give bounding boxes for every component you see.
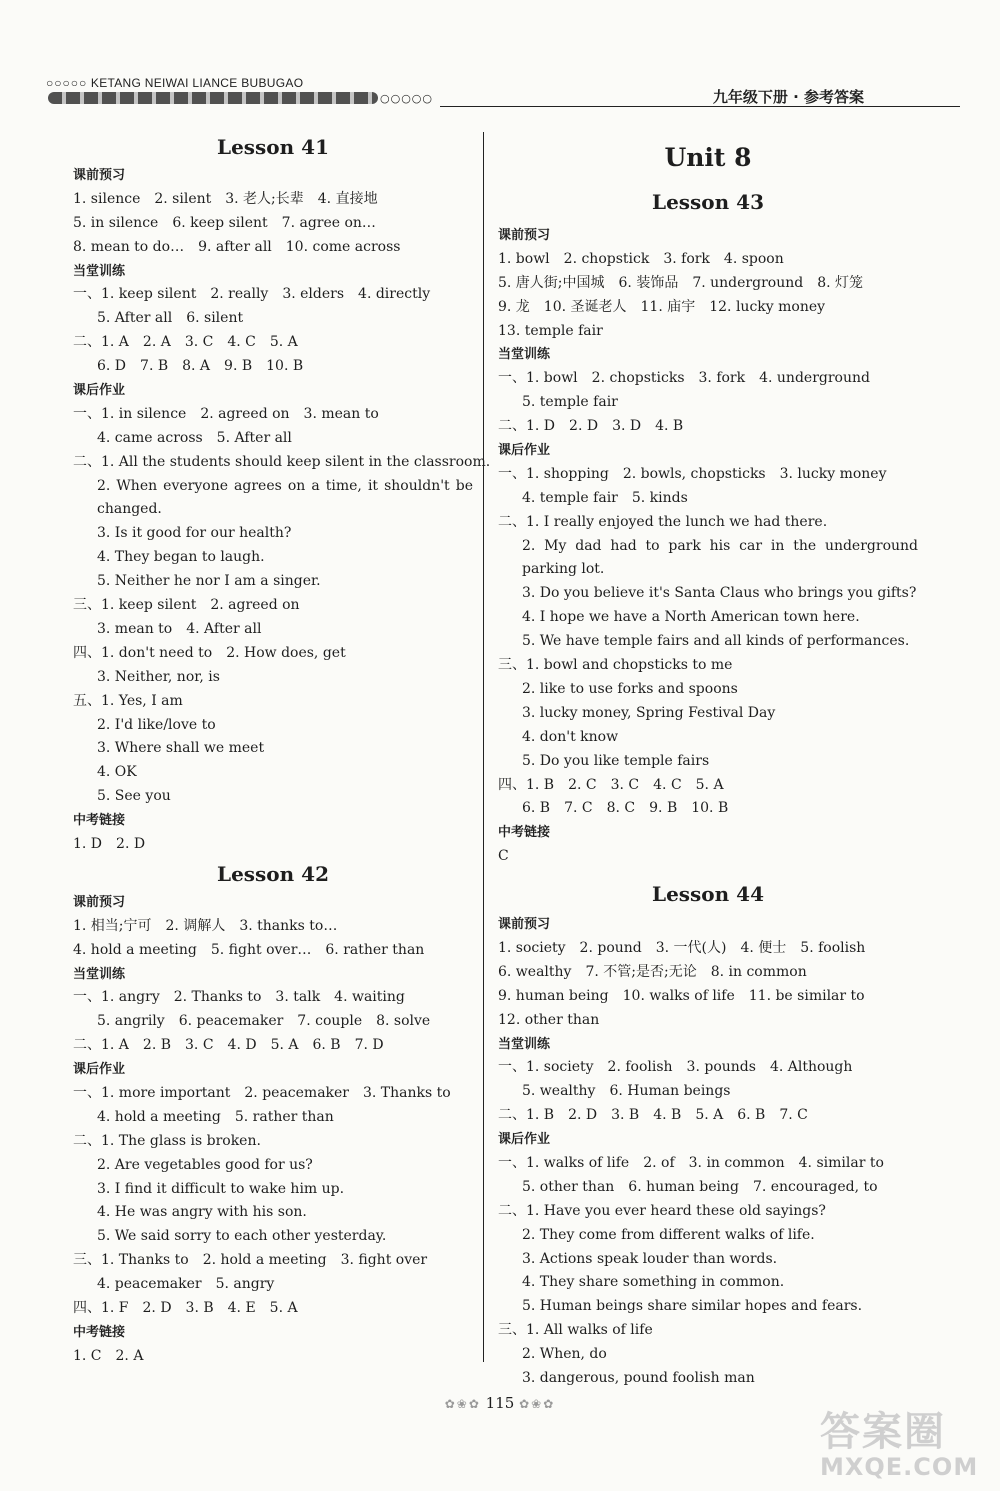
answer-line: 4. temple fair 5. kinds (522, 489, 688, 506)
lesson-43-title: Lesson 43 (652, 190, 764, 214)
answer-line: 2. When everyone agrees on a time, it shouldn't be changed. (97, 477, 473, 518)
answer-line: 二、1. Have you ever heard these old sayings? (498, 1202, 826, 1219)
brand-dots: ○○○○○ (46, 76, 88, 90)
watermark (820, 1411, 980, 1481)
answer-line: 5. We said sorry to each other yesterday. (97, 1228, 387, 1245)
answer-line: 四、1. don't need to 2. How does, get (73, 644, 346, 661)
section-heading: 课前预习 (73, 168, 126, 183)
section-heading: 中考链接 (73, 1324, 126, 1340)
answer-line: 5. other than 6. human being 7. encouraged, to (522, 1178, 878, 1195)
answer-line: 四、1. F 2. D 3. B 4. E 5. A (73, 1300, 298, 1316)
answer-line: 3. Neither, nor, is (97, 668, 220, 685)
brand-text: KETANG NEIWAI LIANCE BUBUGAO (90, 76, 304, 90)
answer-line: 3. Where shall we meet (97, 740, 265, 757)
answer-line: 2. When, do (522, 1346, 607, 1363)
answer-line: 1. society 2. pound 3. 一代(人) 4. 便士 5. foolish (498, 939, 866, 956)
answer-line: 4. hold a meeting 5. rather than (97, 1108, 334, 1125)
answer-line: 二、1. A 2. A 3. C 4. C 5. A (73, 334, 298, 351)
answer-line: 一、1. more important 2. peacemaker 3. Thanks to (73, 1084, 451, 1101)
answer-line: 4. They share something in common. (522, 1274, 785, 1291)
watermark-url: MXQE.COM (820, 1453, 979, 1481)
answer-line: 3. I find it difficult to wake him up. (97, 1180, 345, 1197)
section-heading: 课前预习 (498, 917, 551, 933)
answer-line: 2. I'd like/love to (97, 716, 216, 733)
answer-line: 1. 相当;宁可 2. 调解人 3. thanks to… (73, 917, 338, 934)
answer-line: 9. human being 10. walks of life 11. be similar to (498, 987, 865, 1004)
answer-line: 3. Actions speak louder than words. (522, 1250, 778, 1267)
section-heading: 中考链接 (73, 813, 126, 829)
answer-line: 3. dangerous, pound foolish man (522, 1370, 755, 1386)
answer-line: 一、1. shopping 2. bowls, chopsticks 3. lucky money (498, 465, 887, 482)
answer-line: 4. They began to laugh. (97, 549, 265, 566)
answer-line: 二、1. B 2. D 3. B 4. B 5. A 6. B 7. C (498, 1107, 808, 1124)
answer-line: 五、1. Yes, I am (73, 692, 183, 709)
ornament-dots: ○○○○○ (380, 92, 433, 105)
watermark-logo: 答案圈 (820, 1409, 946, 1455)
answer-line: 2. My dad had to park his car in the underground parking lot. (522, 537, 918, 578)
lesson-44-title: Lesson 44 (652, 882, 764, 907)
answer-line: 13. temple fair (498, 322, 603, 339)
book-section-title: 九年级下册 · 参考答案 (712, 88, 864, 106)
answer-line: C (498, 848, 509, 865)
answer-line: 12. other than (498, 1011, 600, 1028)
answer-line: 二、1. All the students should keep silent in the classroom. (73, 453, 491, 470)
answer-line: 四、1. B 2. C 3. C 4. C 5. A (498, 776, 724, 793)
answer-line: 4. peacemaker 5. angry (97, 1276, 275, 1293)
answer-line: 6. D 7. B 8. A 9. B 10. B (97, 358, 304, 375)
page-header (40, 68, 960, 112)
section-heading: 课前预习 (498, 228, 551, 243)
left-column (73, 130, 491, 1369)
answer-line: 3. mean to 4. After all (97, 620, 262, 637)
answer-line: 三、1. All walks of life (498, 1322, 653, 1339)
section-heading: 当堂训练 (73, 966, 126, 982)
answer-line: 5. temple fair (522, 394, 618, 411)
answer-line: 4. don't know (522, 728, 619, 745)
section-heading: 当堂训练 (73, 263, 126, 279)
lesson-41-title: Lesson 41 (217, 135, 329, 159)
answer-line: 6. wealthy 7. 不管;是否;无论 8. in common (498, 963, 807, 980)
answer-line: 5. We have temple fairs and all kinds of performances. (522, 633, 910, 650)
section-heading: 课后作业 (73, 383, 126, 399)
answer-line: 一、1. society 2. foolish 3. pounds 4. Although (498, 1059, 853, 1076)
answer-line: 1. silence 2. silent 3. 老人;长辈 4. 直接地 (73, 190, 378, 207)
answer-line: 5. Do you like temple fairs (522, 752, 710, 769)
answer-line: 2. like to use forks and spoons (522, 680, 738, 697)
answer-line: 8. mean to do… 9. after all 10. come across (73, 238, 401, 255)
answer-line: 4. hold a meeting 5. fight over… 6. rather than (73, 941, 425, 958)
answer-line: 6. B 7. C 8. C 9. B 10. B (522, 800, 729, 817)
lesson-42-title: Lesson 42 (217, 861, 329, 886)
answer-line: 3. lucky money, Spring Festival Day (522, 704, 776, 721)
answer-line: 5. Neither he nor I am a singer. (97, 573, 321, 590)
answer-line: 5. in silence 6. keep silent 7. agree on… (73, 214, 376, 231)
answer-line: 二、1. D 2. D 3. D 4. B (498, 418, 684, 435)
answer-line: 一、1. bowl 2. chopsticks 3. fork 4. underground (498, 370, 870, 387)
answer-line: 3. Is it good for our health? (97, 525, 292, 542)
header-ornament (48, 92, 378, 104)
answer-line: 2. They come from different walks of life. (522, 1226, 815, 1243)
section-heading: 课后作业 (73, 1062, 126, 1078)
section-heading: 当堂训练 (498, 1036, 551, 1052)
section-heading: 课后作业 (498, 1132, 551, 1148)
answer-line: 5. angrily 6. peacemaker 7. couple 8. solve (97, 1013, 431, 1030)
section-heading: 课前预习 (73, 894, 126, 910)
footer-ornament-left: ✿❀✿ (444, 1397, 481, 1411)
answer-line: 3. Do you believe it's Santa Claus who brings you gifts? (522, 585, 917, 602)
answer-line: 4. I hope we have a North American town here. (522, 609, 860, 626)
answer-line: 1. D 2. D (73, 835, 146, 852)
page-number: 115 (485, 1394, 515, 1412)
answer-line: 一、1. in silence 2. agreed on 3. mean to (73, 405, 379, 422)
answer-line: 4. came across 5. After all (97, 429, 292, 446)
section-heading: 课后作业 (498, 443, 551, 459)
section-heading: 中考链接 (498, 825, 551, 841)
answer-line: 二、1. The glass is broken. (73, 1132, 261, 1149)
answer-line: 5. Human beings share similar hopes and fears. (522, 1298, 863, 1315)
answer-line: 一、1. walks of life 2. of 3. in common 4. similar to (498, 1154, 884, 1171)
answer-line: 4. He was angry with his son. (97, 1204, 307, 1221)
answer-line: 三、1. keep silent 2. agreed on (73, 597, 300, 614)
answer-line: 1. C 2. A (73, 1347, 144, 1364)
section-heading: 当堂训练 (498, 347, 551, 363)
answer-line: 2. Are vegetables good for us? (97, 1156, 313, 1173)
answer-line: 4. OK (97, 764, 137, 781)
answer-line: 三、1. bowl and chopsticks to me (498, 657, 733, 674)
answer-line: 5. wealthy 6. Human beings (522, 1083, 731, 1100)
header-rule (440, 106, 960, 107)
answer-line: 9. 龙 10. 圣诞老人 11. 庙宇 12. lucky money (498, 298, 826, 315)
unit-title: Unit 8 (664, 143, 752, 172)
answer-line: 5. After all 6. silent (97, 310, 244, 327)
right-column (498, 130, 918, 1391)
answer-line: 三、1. Thanks to 2. hold a meeting 3. fight over (73, 1252, 428, 1269)
footer-ornament-right: ✿❀✿ (519, 1397, 556, 1411)
column-divider (483, 132, 484, 1362)
answer-line: 5. 唐人街;中国城 6. 装饰品 7. underground 8. 灯笼 (498, 274, 863, 291)
series-brand (46, 76, 303, 90)
answer-line: 二、1. A 2. B 3. C 4. D 5. A 6. B 7. D (73, 1037, 384, 1054)
answer-line: 二、1. I really enjoyed the lunch we had there. (498, 513, 828, 530)
answer-line: 一、1. angry 2. Thanks to 3. talk 4. waiting (73, 989, 405, 1006)
answer-line: 5. See you (97, 788, 171, 805)
answer-line: 一、1. keep silent 2. really 3. elders 4. directly (73, 286, 431, 303)
answer-line: 1. bowl 2. chopstick 3. fork 4. spoon (498, 250, 784, 267)
